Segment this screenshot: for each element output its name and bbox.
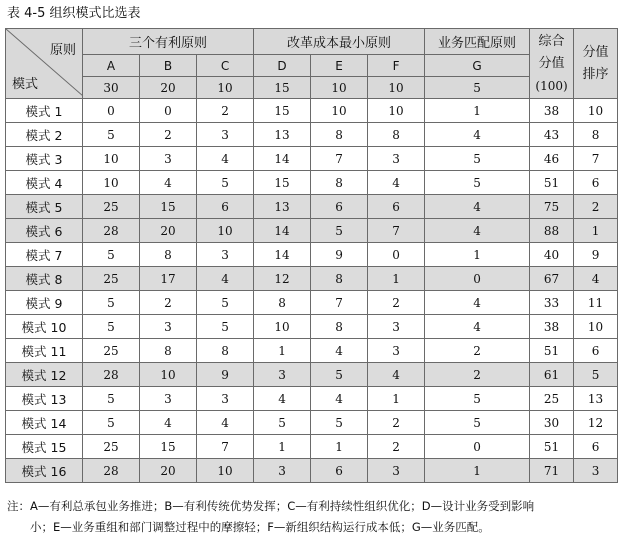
value-cell: 0: [368, 243, 425, 267]
rank-cell: 5: [574, 363, 618, 387]
value-cell: 4: [425, 291, 530, 315]
score-cell: 88: [530, 219, 574, 243]
table-row: [6, 147, 618, 171]
value-cell: 5: [311, 219, 368, 243]
value-cell: 1: [311, 435, 368, 459]
value-cell: 10: [83, 147, 140, 171]
value-cell: 3: [254, 363, 311, 387]
rank-header-line2: 排序: [582, 66, 609, 82]
letter-header-c: C: [197, 55, 254, 77]
score-cell: 25: [530, 387, 574, 411]
weight-header-d: 15: [254, 77, 311, 99]
score-cell: 51: [530, 435, 574, 459]
table-row: [6, 171, 618, 195]
value-cell: 4: [311, 339, 368, 363]
rank-cell: 9: [574, 243, 618, 267]
value-cell: 5: [254, 411, 311, 435]
weight-header-a: 30: [83, 77, 140, 99]
value-cell: 5: [83, 315, 140, 339]
value-cell: 5: [83, 243, 140, 267]
value-cell: 6: [197, 195, 254, 219]
value-cell: 5: [311, 411, 368, 435]
mode-cell: 模式 9: [6, 291, 83, 315]
rank-cell: 10: [574, 315, 618, 339]
score-cell: 61: [530, 363, 574, 387]
value-cell: 5: [83, 387, 140, 411]
score-cell: 38: [530, 99, 574, 123]
score-cell: 30: [530, 411, 574, 435]
value-cell: 1: [425, 99, 530, 123]
value-cell: 5: [83, 411, 140, 435]
value-cell: 2: [425, 339, 530, 363]
value-cell: 7: [311, 291, 368, 315]
rank-cell: 6: [574, 339, 618, 363]
value-cell: 8: [197, 339, 254, 363]
group-header-three-benefits: 三个有利原则: [83, 29, 254, 55]
value-cell: 4: [368, 171, 425, 195]
value-cell: 5: [83, 123, 140, 147]
value-cell: 5: [197, 315, 254, 339]
letter-header-e: E: [311, 55, 368, 77]
value-cell: 1: [254, 339, 311, 363]
value-cell: 28: [83, 219, 140, 243]
value-cell: 3: [197, 243, 254, 267]
value-cell: 4: [197, 267, 254, 291]
value-cell: 14: [254, 243, 311, 267]
value-cell: 6: [311, 195, 368, 219]
table-row: [6, 99, 618, 123]
value-cell: 5: [425, 171, 530, 195]
score-cell: 51: [530, 339, 574, 363]
value-cell: 3: [197, 123, 254, 147]
value-cell: 28: [83, 459, 140, 483]
value-cell: 3: [254, 459, 311, 483]
value-cell: 1: [425, 243, 530, 267]
value-cell: 4: [197, 147, 254, 171]
value-cell: 12: [254, 267, 311, 291]
mode-cell: 模式 15: [6, 435, 83, 459]
mode-cell: 模式 6: [6, 219, 83, 243]
value-cell: 8: [311, 123, 368, 147]
value-cell: 15: [140, 195, 197, 219]
value-cell: 10: [197, 459, 254, 483]
value-cell: 1: [368, 267, 425, 291]
score-cell: 33: [530, 291, 574, 315]
mode-cell: 模式 5: [6, 195, 83, 219]
table-row: [6, 123, 618, 147]
value-cell: 13: [254, 123, 311, 147]
value-cell: 14: [254, 219, 311, 243]
value-cell: 2: [140, 291, 197, 315]
value-cell: 3: [140, 315, 197, 339]
value-cell: 0: [425, 435, 530, 459]
score-cell: 40: [530, 243, 574, 267]
value-cell: 3: [197, 387, 254, 411]
mode-cell: 模式 11: [6, 339, 83, 363]
corner-label-mode: 模式: [12, 77, 39, 92]
weight-header-e: 10: [311, 77, 368, 99]
value-cell: 8: [140, 339, 197, 363]
table-row: [6, 243, 618, 267]
value-cell: 8: [311, 171, 368, 195]
value-cell: 15: [254, 99, 311, 123]
letter-header-a: A: [83, 55, 140, 77]
score-cell: 67: [530, 267, 574, 291]
value-cell: 17: [140, 267, 197, 291]
value-cell: 2: [368, 291, 425, 315]
value-cell: 1: [368, 387, 425, 411]
value-cell: 8: [140, 243, 197, 267]
value-cell: 25: [83, 195, 140, 219]
rank-cell: 7: [574, 147, 618, 171]
value-cell: 0: [83, 99, 140, 123]
rank-cell: 6: [574, 435, 618, 459]
value-cell: 20: [140, 219, 197, 243]
corner-header-cell: [6, 29, 83, 99]
value-cell: 2: [368, 411, 425, 435]
weight-header-g: 5: [425, 77, 530, 99]
value-cell: 14: [254, 147, 311, 171]
table-row: [6, 219, 618, 243]
score-header-line2: 分值: [538, 55, 565, 71]
value-cell: 5: [425, 147, 530, 171]
letter-header-f: F: [368, 55, 425, 77]
table-row: [6, 195, 618, 219]
score-header-line1: 综合: [538, 33, 565, 49]
value-cell: 2: [425, 363, 530, 387]
value-cell: 5: [425, 411, 530, 435]
value-cell: 15: [254, 171, 311, 195]
table-body: [6, 99, 618, 483]
table-row: [6, 339, 618, 363]
value-cell: 2: [197, 99, 254, 123]
value-cell: 2: [368, 435, 425, 459]
table-row: [6, 459, 618, 483]
value-cell: 8: [311, 315, 368, 339]
table-row: [6, 291, 618, 315]
value-cell: 15: [140, 435, 197, 459]
mode-cell: 模式 4: [6, 171, 83, 195]
value-cell: 13: [254, 195, 311, 219]
rank-header: [574, 29, 618, 99]
value-cell: 5: [311, 363, 368, 387]
mode-cell: 模式 8: [6, 267, 83, 291]
letter-header-b: B: [140, 55, 197, 77]
value-cell: 4: [425, 219, 530, 243]
footnote: [7, 496, 615, 538]
footnote-line2: 小；E—业务重组和部门调整过程中的摩擦轻；F—新组织结构运行成本低；G—业务匹配。: [30, 520, 490, 534]
value-cell: 4: [254, 387, 311, 411]
footnote-line1: 注：A—有利总承包业务推进；B—有利传统优势发挥；C—有利持续性组织优化；D—设计业务受到影响: [7, 499, 535, 513]
score-cell: 51: [530, 171, 574, 195]
group-header-min-cost: 改革成本最小原则: [254, 29, 425, 55]
score-cell: 75: [530, 195, 574, 219]
value-cell: 6: [368, 195, 425, 219]
mode-cell: 模式 12: [6, 363, 83, 387]
value-cell: 10: [311, 99, 368, 123]
value-cell: 10: [254, 315, 311, 339]
score-cell: 71: [530, 459, 574, 483]
value-cell: 4: [311, 387, 368, 411]
score-cell: 38: [530, 315, 574, 339]
value-cell: 3: [368, 459, 425, 483]
value-cell: 4: [368, 363, 425, 387]
score-cell: 43: [530, 123, 574, 147]
value-cell: 3: [368, 339, 425, 363]
value-cell: 5: [197, 171, 254, 195]
value-cell: 4: [425, 315, 530, 339]
value-cell: 9: [197, 363, 254, 387]
value-cell: 25: [83, 435, 140, 459]
value-cell: 20: [140, 459, 197, 483]
value-cell: 10: [83, 171, 140, 195]
letter-header-d: D: [254, 55, 311, 77]
mode-cell: 模式 3: [6, 147, 83, 171]
table-row: [6, 411, 618, 435]
value-cell: 6: [311, 459, 368, 483]
value-cell: 4: [140, 171, 197, 195]
value-cell: 7: [311, 147, 368, 171]
value-cell: 8: [311, 267, 368, 291]
table-title: 表 4-5 组织模式比选表: [7, 6, 141, 21]
table-row: [6, 435, 618, 459]
rank-cell: 8: [574, 123, 618, 147]
mode-cell: 模式 2: [6, 123, 83, 147]
value-cell: 0: [140, 99, 197, 123]
weight-header-c: 10: [197, 77, 254, 99]
mode-cell: 模式 10: [6, 315, 83, 339]
rank-cell: 3: [574, 459, 618, 483]
value-cell: 7: [368, 219, 425, 243]
value-cell: 10: [140, 363, 197, 387]
mode-cell: 模式 14: [6, 411, 83, 435]
mode-cell: 模式 16: [6, 459, 83, 483]
mode-cell: 模式 7: [6, 243, 83, 267]
mode-cell: 模式 13: [6, 387, 83, 411]
letter-header-g: G: [425, 55, 530, 77]
value-cell: 3: [140, 387, 197, 411]
rank-cell: 11: [574, 291, 618, 315]
weight-header-f: 10: [368, 77, 425, 99]
value-cell: 3: [368, 315, 425, 339]
score-header-weight: (100): [535, 78, 568, 93]
value-cell: 3: [368, 147, 425, 171]
rank-cell: 10: [574, 99, 618, 123]
rank-header-line1: 分值: [582, 44, 609, 60]
value-cell: 8: [254, 291, 311, 315]
value-cell: 5: [83, 291, 140, 315]
value-cell: 9: [311, 243, 368, 267]
table-row: [6, 363, 618, 387]
value-cell: 4: [140, 411, 197, 435]
value-cell: 4: [425, 123, 530, 147]
corner-label-principle: 原则: [49, 43, 76, 58]
value-cell: 1: [425, 459, 530, 483]
rank-cell: 12: [574, 411, 618, 435]
value-cell: 28: [83, 363, 140, 387]
rank-cell: 2: [574, 195, 618, 219]
value-cell: 0: [425, 267, 530, 291]
value-cell: 10: [368, 99, 425, 123]
value-cell: 5: [425, 387, 530, 411]
value-cell: 25: [83, 267, 140, 291]
value-cell: 3: [140, 147, 197, 171]
rank-cell: 13: [574, 387, 618, 411]
comparison-table: [5, 28, 618, 483]
mode-cell: 模式 1: [6, 99, 83, 123]
value-cell: 25: [83, 339, 140, 363]
value-cell: 1: [254, 435, 311, 459]
score-header: [530, 29, 574, 99]
value-cell: 4: [425, 195, 530, 219]
weight-header-b: 20: [140, 77, 197, 99]
rank-cell: 6: [574, 171, 618, 195]
table-row: [6, 315, 618, 339]
table-row: [6, 387, 618, 411]
value-cell: 4: [197, 411, 254, 435]
value-cell: 7: [197, 435, 254, 459]
value-cell: 8: [368, 123, 425, 147]
value-cell: 10: [197, 219, 254, 243]
rank-cell: 1: [574, 219, 618, 243]
table-row: [6, 267, 618, 291]
group-header-business-match: 业务匹配原则: [425, 29, 530, 55]
value-cell: 2: [140, 123, 197, 147]
score-cell: 46: [530, 147, 574, 171]
rank-cell: 4: [574, 267, 618, 291]
value-cell: 5: [197, 291, 254, 315]
